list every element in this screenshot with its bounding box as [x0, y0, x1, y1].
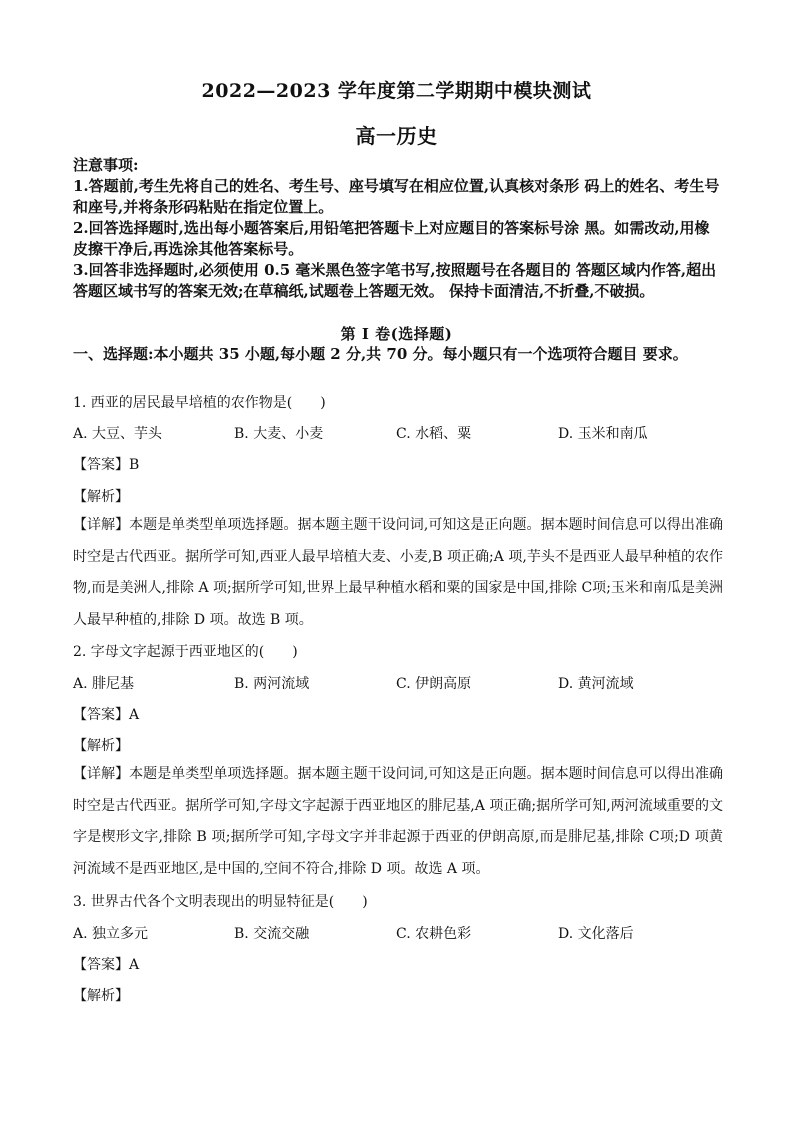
subject-title: 高一历史: [355, 124, 438, 148]
question-2-answer: 【答案】A: [73, 707, 140, 723]
notice-item-2: 2.回答选择题时,选出每小题答案后,用铅笔把答题卡上对应题目的答案标号涂 黑。如需改动,用橡皮擦干净后,再选涂其他答案标号。: [73, 219, 710, 258]
question-2-detail: 【详解】本题是单类型单项选择题。据本题主题干设问词,可知这是正向题。据本题时间信息可以得出准确时空是古代西亚。据所学可知,字母文字起源于西亚地区的腓尼基,A 项正确;据所学可知,两河流域重要的文字是楔形文字,排除 B 项;据所学可知,字母文字并非起源于西亚的伊朗高原,而是腓尼基,排除 C项;D 项黄河流域不是西亚地区,是中国的,空间不符合,排除 D 项。故选 A 项。: [73, 766, 723, 877]
question-2-analysis-label: 【解析】: [73, 738, 129, 754]
notice-item-1: 1.答题前,考生先将自己的姓名、考生号、座号填写在相应位置,认真核对条形 码上的姓名、考生号和座号,并将条形码粘贴在指定位置上。: [73, 177, 720, 216]
exam-title: 2022—2023 学年度第二学期期中模块测试: [201, 80, 592, 102]
question-1-detail: 【详解】本题是单类型单项选择题。据本题主题干设问词,可知这是正向题。据本题时间信息可以得出准确时空是古代西亚。据所学可知,西亚人最早培植大麦、小麦,B 项正确;A 项,芋头不是西亚人最早种植的农作物,而是美洲人,排除 A 项;据所学可知,世界上最早种植水稻和粟的国家是中国,排除 C项;玉米和南瓜是美洲人最早种植的,排除 D 项。故选 B 项。: [73, 517, 723, 628]
section-title: 第 I 卷(选择题): [340, 325, 453, 343]
question-2-option-d: D. 黄河流域: [558, 676, 634, 692]
question-3-option-a: A. 独立多元: [73, 926, 149, 942]
question-3-option-b: B. 交流交融: [234, 926, 310, 942]
question-1-answer: 【答案】B: [73, 457, 140, 473]
question-1-option-a: A. 大豆、芋头: [73, 426, 163, 442]
question-2-stem: 2. 字母文字起源于西亚地区的( ): [73, 644, 298, 660]
question-2-option-b: B. 两河流域: [234, 676, 310, 692]
question-2-option-a: A. 腓尼基: [73, 676, 135, 692]
question-1-stem: 1. 西亚的居民最早培植的农作物是( ): [73, 395, 326, 411]
notice-item-3: 3.回答非选择题时,必须使用 0.5 毫米黑色签字笔书写,按照题号在各题目的 答题区域内作答,超出答题区域书写的答案无效;在草稿纸,试题卷上答题无效。 保持卡面清洁,不折叠,不破损。: [73, 261, 717, 300]
question-3-analysis-label: 【解析】: [73, 988, 129, 1004]
question-2-option-c: C. 伊朗高原: [396, 676, 472, 692]
question-3-option-c: C. 农耕色彩: [396, 926, 472, 942]
question-1-analysis-label: 【解析】: [73, 489, 129, 505]
question-3-answer: 【答案】A: [73, 957, 140, 973]
notice-block: [73, 155, 723, 302]
question-1-option-b: B. 大麦、小麦: [234, 426, 324, 442]
section-instruction: 一、选择题:本小题共 35 小题,每小题 2 分,共 70 分。每小题只有一个选项符合题目 要求。: [73, 345, 688, 363]
question-1-option-d: D. 玉米和南瓜: [558, 426, 648, 442]
question-3-option-d: D. 文化落后: [558, 926, 634, 942]
question-3-stem: 3. 世界古代各个文明表现出的明显特征是( ): [73, 894, 368, 910]
question-1-option-c: C. 水稻、粟: [396, 426, 472, 442]
notice-heading: 注意事项:: [73, 156, 139, 174]
